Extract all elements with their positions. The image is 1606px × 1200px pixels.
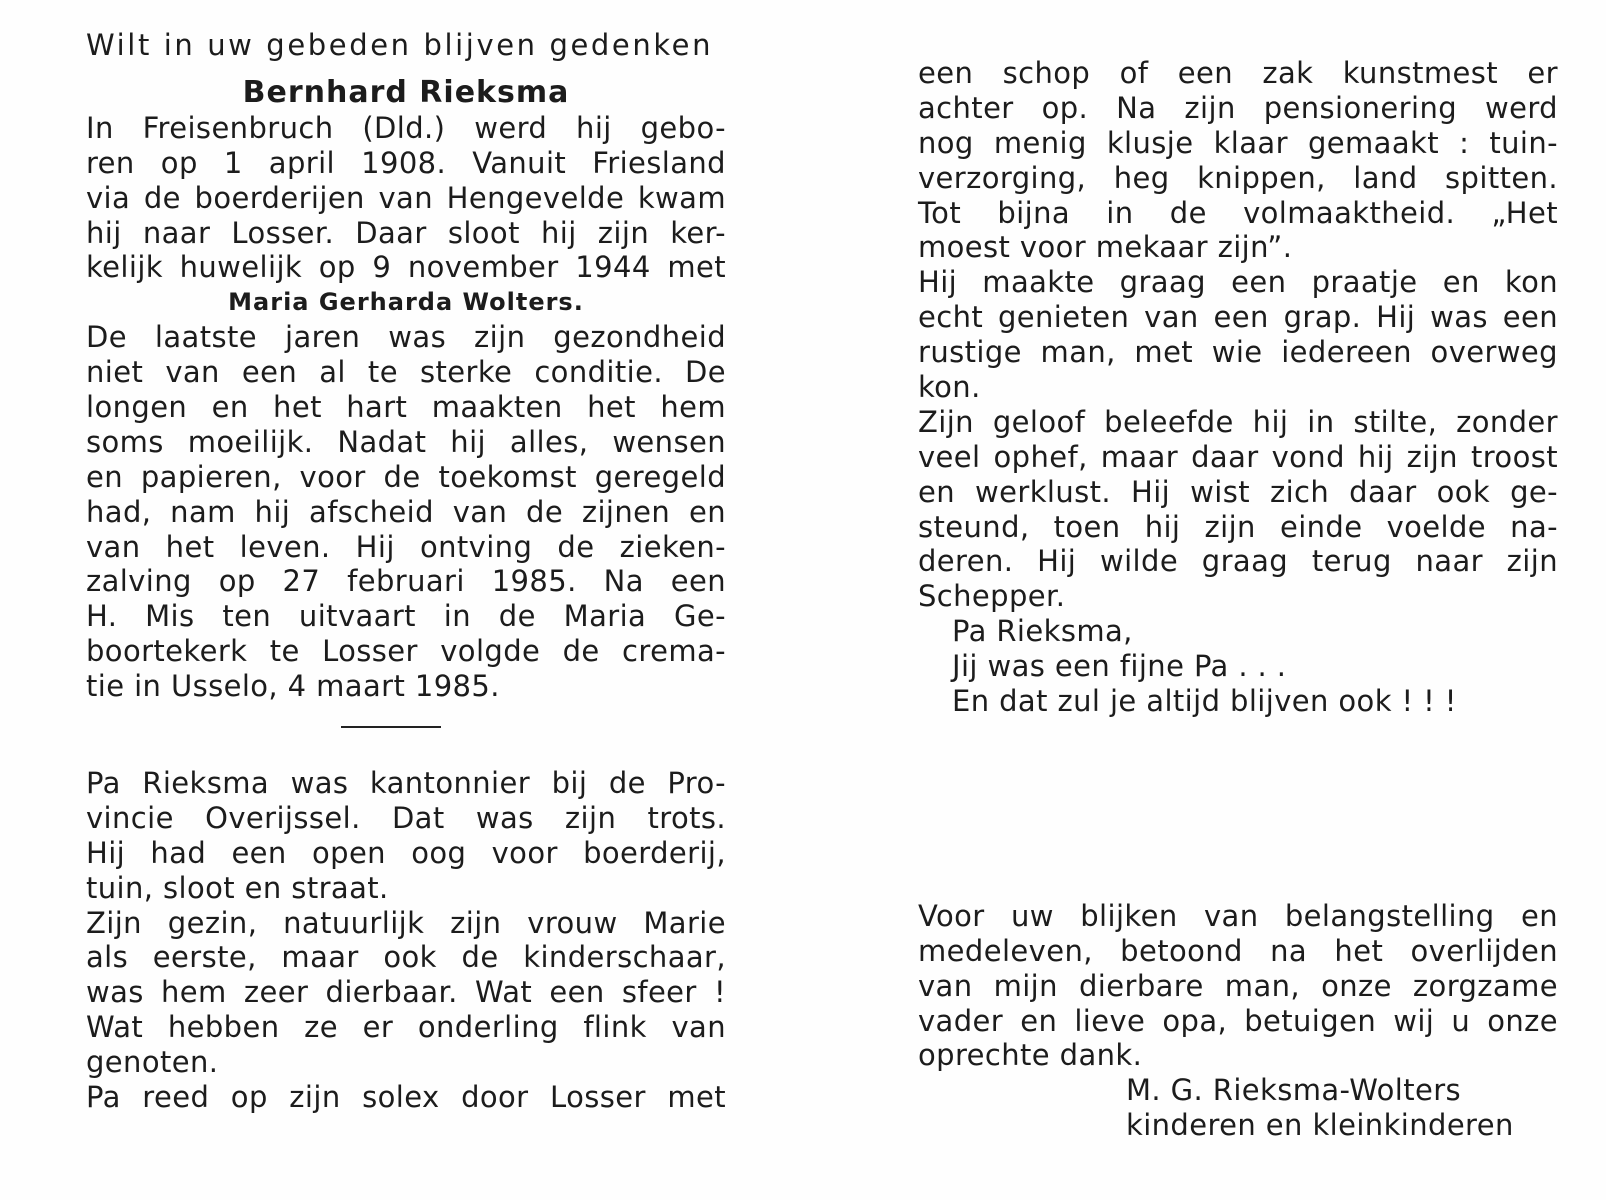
text-line: moest voor mekaar zijn”.	[918, 230, 1293, 265]
text-line: kon.	[918, 370, 981, 405]
text-line: als eerste, maar ook de kinderschaar,	[86, 940, 726, 975]
bio-paragraph-1	[86, 111, 726, 285]
signature-line: M. G. Rieksma-Wolters	[1126, 1073, 1462, 1108]
text-line: H. Mis ten uitvaart in de Maria Ge-	[86, 599, 726, 634]
poem	[918, 614, 1558, 719]
text-line: was hem zeer dierbaar. Wat een sfeer !	[86, 975, 726, 1010]
text-line: tie in Usselo, 4 maart 1985.	[86, 669, 500, 704]
text-line: en papieren, voor de toekomst geregeld	[86, 459, 726, 494]
story-paragraph-left	[86, 766, 726, 1115]
text-line: Tot bijna in de volmaaktheid. „Het	[918, 195, 1558, 230]
text-line: van het leven. Hij ontving de zieken-	[86, 529, 726, 564]
text-line: Zijn geloof beleefde hij in stilte, zonder	[918, 404, 1558, 439]
text-line: achter op. Na zijn pensionering werd	[918, 90, 1558, 125]
text-line: rustige man, met wie iedereen overweg	[918, 335, 1558, 370]
text-line: hij naar Losser. Daar sloot hij zijn ker-	[86, 215, 726, 250]
text-line: steund, toen hij zijn einde voelde na-	[918, 509, 1558, 544]
text-line: Schepper.	[918, 579, 1066, 614]
text-line: genoten.	[86, 1045, 219, 1080]
signature-line: kinderen en kleinkinderen	[1126, 1108, 1514, 1143]
spouse-name: Maria Gerharda Wolters.	[228, 288, 584, 317]
text-line: kelijk huwelijk op 9 november 1944 met	[86, 250, 726, 285]
text-line: tuin, sloot en straat.	[86, 870, 389, 905]
text-line: had, nam hij afscheid van de zijnen en	[86, 494, 726, 529]
text-line: en werklust. Hij wist zich daar ook ge-	[918, 474, 1558, 509]
text-line: van mijn dierbare man, onze zorgzame	[918, 968, 1558, 1003]
signature	[918, 1073, 1558, 1143]
text-line: Pa Rieksma was kantonnier bij de Pro-	[86, 766, 726, 801]
text-line: Wat hebben ze er onderling flink van	[86, 1010, 726, 1045]
text-line: zalving op 27 februari 1985. Na een	[86, 564, 726, 599]
text-line: via de boerderijen van Hengevelde kwam	[86, 180, 726, 215]
left-column	[86, 28, 726, 1115]
text-line: In Freisenbruch (Dld.) werd hij gebo-	[86, 110, 726, 145]
text-line: longen en het hart maakten het hem	[86, 390, 726, 425]
text-line: De laatste jaren was zijn gezondheid	[86, 320, 726, 355]
text-line: ren op 1 april 1908. Vanuit Friesland	[86, 145, 726, 180]
right-column	[918, 56, 1558, 1143]
intro-line: Wilt in uw gebeden blijven gedenken	[86, 28, 714, 62]
deceased-name: Bernhard Rieksma	[242, 74, 570, 110]
poem-line: Pa Rieksma,	[952, 614, 1133, 649]
text-line: Hij maakte graag een praatje en kon	[918, 265, 1558, 300]
text-line: Zijn gezin, natuurlijk zijn vrouw Marie	[86, 905, 726, 940]
text-line: deren. Hij wilde graag terug naar zijn	[918, 544, 1558, 579]
story-paragraph-right	[918, 56, 1558, 614]
text-line: verzorging, heg knippen, land spitten.	[918, 160, 1558, 195]
text-line: veel ophef, maar daar vond hij zijn troost	[918, 439, 1558, 474]
text-line: vader en lieve opa, betuigen wij u onze	[918, 1003, 1558, 1038]
text-line: Voor uw blijken van belangstelling en	[918, 898, 1558, 933]
poem-line: En dat zul je altijd blijven ook ! ! !	[952, 684, 1457, 719]
bio-paragraph-2	[86, 320, 726, 704]
text-line: een schop of een zak kunstmest er	[918, 56, 1558, 90]
text-line: echt genieten van een grap. Hij was een	[918, 300, 1558, 335]
text-line: nog menig klusje klaar gemaakt : tuin-	[918, 125, 1558, 160]
section-divider	[341, 726, 441, 728]
text-line: vincie Overijssel. Dat was zijn trots.	[86, 800, 726, 835]
text-line: boortekerk te Losser volgde de crema-	[86, 634, 726, 669]
text-line: Pa reed op zijn solex door Losser met	[86, 1080, 726, 1115]
thanks-paragraph	[918, 899, 1558, 1073]
text-line: soms moeilijk. Nadat hij alles, wensen	[86, 424, 726, 459]
text-line: medeleven, betoond na het overlijden	[918, 933, 1558, 968]
poem-line: Jij was een fijne Pa . . .	[952, 649, 1287, 684]
text-line: Hij had een open oog voor boerderij,	[86, 835, 726, 870]
text-line: niet van een al te sterke conditie. De	[86, 355, 726, 390]
text-line: oprechte dank.	[918, 1038, 1143, 1073]
